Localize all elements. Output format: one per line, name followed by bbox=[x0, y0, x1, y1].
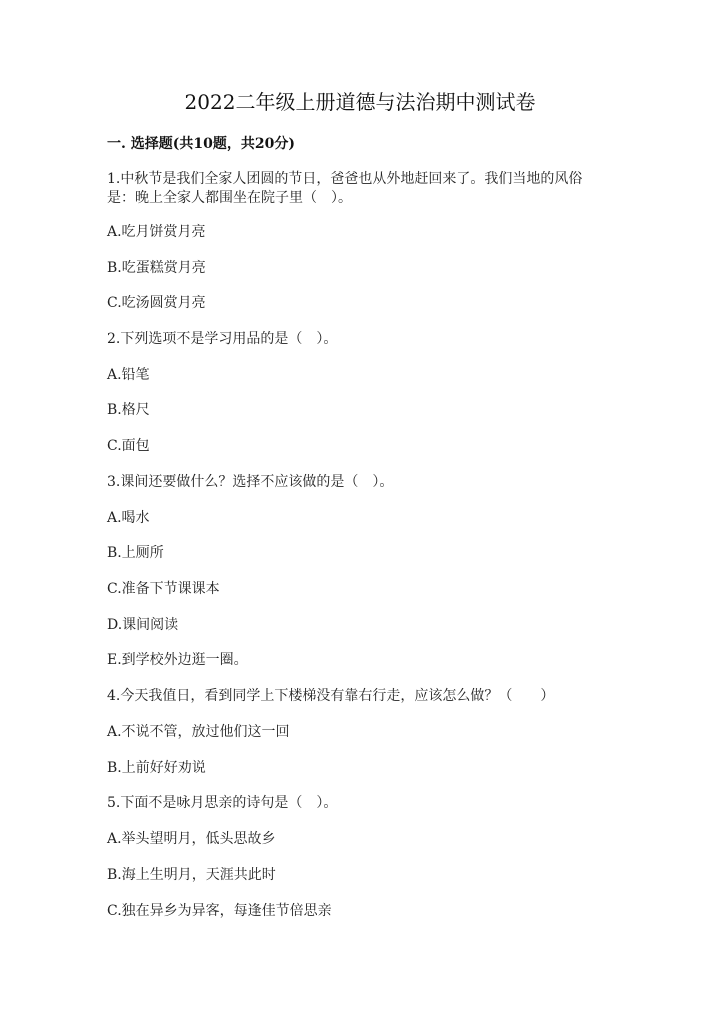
question-3-option-c: C.准备下节课课本 bbox=[107, 581, 220, 597]
question-5-option-c: C.独在异乡为异客，每逢佳节倍思亲 bbox=[107, 903, 332, 919]
question-3-option-e: E.到学校外边逛一圈。 bbox=[107, 652, 248, 668]
exam-title: 2022二年级上册道德与法治期中测试卷 bbox=[184, 90, 536, 114]
question-2-stem: 2.下列选项不是学习用品的是（ ）。 bbox=[107, 331, 338, 347]
question-2-option-a: A.铅笔 bbox=[107, 367, 150, 383]
question-3-option-a: A.喝水 bbox=[107, 510, 150, 526]
question-1-option-c: C.吃汤圆赏月亮 bbox=[107, 295, 206, 311]
question-2-option-b: B.格尺 bbox=[107, 402, 150, 418]
question-4-option-b: B.上前好好劝说 bbox=[107, 760, 206, 776]
question-4-stem: 4.今天我值日，看到同学上下楼梯没有靠右行走，应该怎么做？（ ） bbox=[107, 688, 555, 704]
question-1-stem-line-1: 1.中秋节是我们全家人团圆的节日，爸爸也从外地赶回来了。我们当地的风俗 bbox=[107, 171, 583, 187]
question-5-option-b: B.海上生明月，天涯共此时 bbox=[107, 867, 276, 883]
question-1-stem-line-2: 是：晚上全家人都围坐在院子里（ ）。 bbox=[107, 190, 352, 206]
section-heading: 一. 选择题(共10题，共20分) bbox=[107, 136, 295, 152]
question-3-option-b: B.上厕所 bbox=[107, 545, 164, 561]
question-1-option-b: B.吃蛋糕赏月亮 bbox=[107, 260, 206, 276]
question-5-option-a: A.举头望明月，低头思故乡 bbox=[107, 831, 276, 847]
question-1-option-a: A.吃月饼赏月亮 bbox=[107, 224, 206, 240]
question-5-stem: 5.下面不是咏月思亲的诗句是（ ）。 bbox=[107, 795, 338, 811]
question-4-option-a: A.不说不管，放过他们这一回 bbox=[107, 724, 290, 740]
question-2-option-c: C.面包 bbox=[107, 438, 150, 454]
question-3-option-d: D.课间阅读 bbox=[107, 617, 179, 633]
question-3-stem: 3.课间还要做什么？选择不应该做的是（ ）。 bbox=[107, 474, 394, 490]
